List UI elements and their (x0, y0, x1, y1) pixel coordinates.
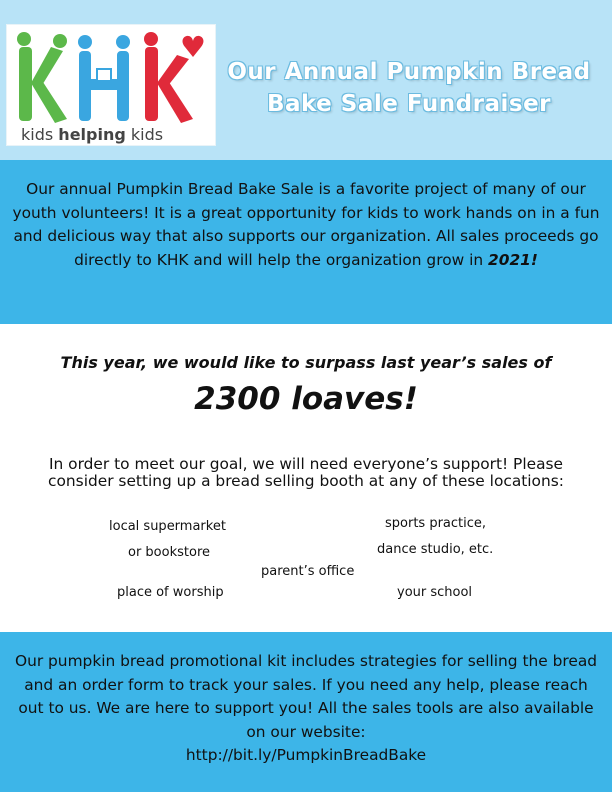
location-school: your school (397, 585, 473, 600)
header-band (0, 0, 612, 160)
intro-band (0, 160, 612, 324)
location-worship: place of worship (117, 585, 224, 600)
logo-caption-right: kids (130, 125, 164, 144)
location-dance: dance studio, etc. (377, 542, 494, 557)
page-title (214, 56, 604, 120)
location-bookstore: or bookstore (128, 545, 210, 560)
footer-url[interactable]: http://bit.ly/PumpkinBreadBake (185, 746, 427, 764)
location-sports: sports practice, (385, 516, 487, 531)
intro-paragraph (10, 178, 602, 272)
khk-logo (6, 24, 216, 146)
location-supermarket: local supermarket (109, 519, 226, 534)
location-parents-office: parent’s office (261, 564, 355, 579)
goal-target: 2300 loaves! (194, 381, 418, 417)
footer-text: Our pumpkin bread promotional kit includes strategies for selling the bread and an order form to track your sales. If you need any help, please reach out to us. We are here to support you! All the sales tools are also available on our website: (14, 652, 598, 741)
khk-logo-figures (7, 25, 217, 147)
footer-paragraph (10, 650, 602, 768)
intro-text: Our annual Pumpkin Bread Bake Sale is a favorite project of many of our youth volunteers! It is a great opportunity for kids to work hands on in a fun and delicious way that also supports our organization. All sales proceeds go directly to KHK and will help the organization grow in (12, 180, 600, 269)
goal-line: This year, we would like to surpass last year’s sales of (60, 353, 552, 372)
logo-caption-bold: helping (58, 125, 126, 144)
title-line-1: Our Annual Pumpkin Bread (227, 59, 591, 85)
logo-caption-left: kids (21, 125, 54, 144)
title-line-2: Bake Sale Fundraiser (266, 91, 552, 117)
footer-band (0, 632, 612, 792)
svg-text:kids helping k (21, 125, 163, 144)
support-text: In order to meet our goal, we will need everyone’s support! Please consider setting up a bread selling booth at any of these locations: (48, 455, 564, 490)
intro-year: 2021! (488, 250, 538, 269)
